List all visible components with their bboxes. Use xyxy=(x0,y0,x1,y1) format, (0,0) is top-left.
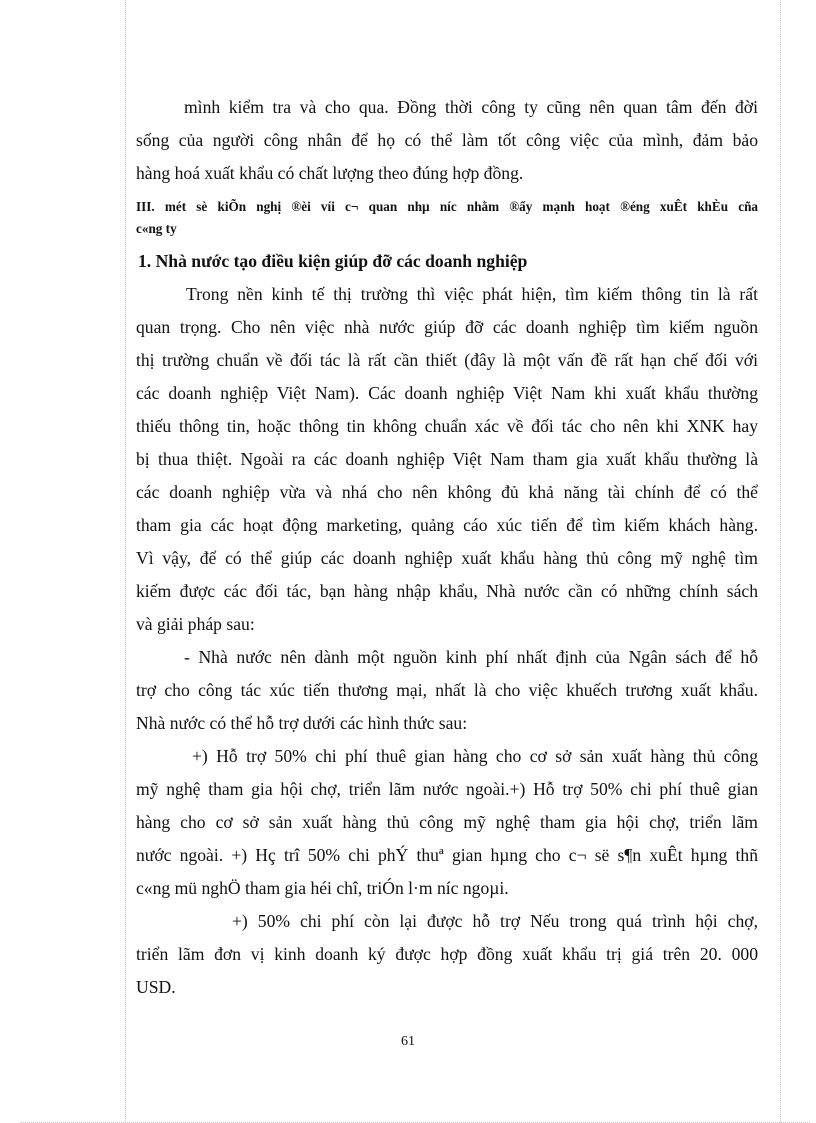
text-line: trợ cho công tác xúc tiến thương mại, nhất là cho việc khuếch trương xuất khẩu. xyxy=(136,680,758,700)
section-heading: III. mét sè kiÕn nghị ®èi víi c¬ quan nhµ níc nhằm ®ẩy mạnh hoạt ®éng xuÊt khÈu cña xyxy=(136,199,758,214)
text-line: các doanh nghiệp vừa và nhá cho nên không đủ khả năng tài chính để có thể xyxy=(136,482,758,502)
section-heading: c«ng ty xyxy=(136,221,177,236)
text-line: Nhà nước có thể hỗ trợ dưới các hình thức sau: xyxy=(136,713,468,733)
text-line: - Nhà nước nên dành một nguồn kinh phí nhất định của Ngân sách để hỗ xyxy=(184,647,758,667)
text-line: nước ngoài. +) Hç trî 50% chi phÝ thuª gian hµng cho c¬ së s¶n xuÊt hµng thñ xyxy=(136,845,758,865)
text-line: bị thua thiệt. Ngoài ra các doanh nghiệp Việt Nam tham gia xuất khẩu thường là xyxy=(136,449,758,469)
text-line: +) Hỗ trợ 50% chi phí thuê gian hàng cho cơ sở sản xuất hàng thủ công xyxy=(192,746,758,766)
text-line: Vì vậy, để có thể giúp các doanh nghiệp xuất khẩu hàng thủ công mỹ nghệ tìm xyxy=(136,548,758,568)
text-line: mình kiểm tra và cho qua. Đồng thời công ty cũng nên quan tâm đến đời xyxy=(184,97,758,117)
text-line: +) 50% chi phí còn lại được hỗ trợ Nếu trong quá trình hội chợ, xyxy=(232,911,758,931)
text-line: mỹ nghệ tham gia hội chợ, triển lãm nước ngoài.+) Hỗ trợ 50% chi phí thuê gian xyxy=(136,779,758,799)
text-line: kiếm được các đối tác, bạn hàng nhập khẩu, Nhà nước cần có những chính sách xyxy=(136,581,758,601)
text-line: hàng hoá xuất khẩu có chất lượng theo đúng hợp đồng. xyxy=(136,163,524,183)
text-line: quan trọng. Cho nên việc nhà nước giúp đỡ các doanh nghiệp tìm kiếm nguồn xyxy=(136,317,758,337)
text-line: tham gia các hoạt động marketing, quảng cáo xúc tiến để tìm kiếm khách hàng. xyxy=(136,515,758,535)
text-line: sống của người công nhân để họ có thể làm tốt công việc của mình, đảm bảo xyxy=(136,130,758,150)
text-line: Trong nền kinh tế thị trường thì việc phát hiện, tìm kiếm thông tin là rất xyxy=(186,284,758,304)
text-line: các doanh nghiệp Việt Nam). Các doanh nghiệp Việt Nam khi xuất khẩu thường xyxy=(136,383,758,403)
subsection-heading: 1. Nhà nước tạo điều kiện giúp đỡ các doanh nghiệp xyxy=(138,251,528,271)
text-line: thiếu thông tin, hoặc thông tin không chuẩn xác về đối tác cho nên khi XNK hay xyxy=(136,416,758,436)
text-line: triển lãm đơn vị kinh doanh ký được hợp đồng xuất khẩu trị giá trên 20. 000 xyxy=(136,944,758,964)
text-line: USD. xyxy=(136,977,176,997)
text-line: c«ng mü nghÖ tham gia héi chî, triÓn l·m níc ngoµi. xyxy=(136,878,509,898)
page-frame-right-border xyxy=(780,0,781,1123)
text-line: hàng cho cơ sở sản xuất hàng thủ công mỹ nghệ tham gia hội chợ, triển lãm xyxy=(136,812,758,832)
text-line: thị trường chuẩn về đối tác là rất cần thiết (đây là một vấn đề rất hạn chế đối với xyxy=(136,350,758,370)
page-frame-left-border xyxy=(125,0,126,1123)
text-line: và giải pháp sau: xyxy=(136,614,255,634)
page-number: 61 xyxy=(401,1034,415,1049)
